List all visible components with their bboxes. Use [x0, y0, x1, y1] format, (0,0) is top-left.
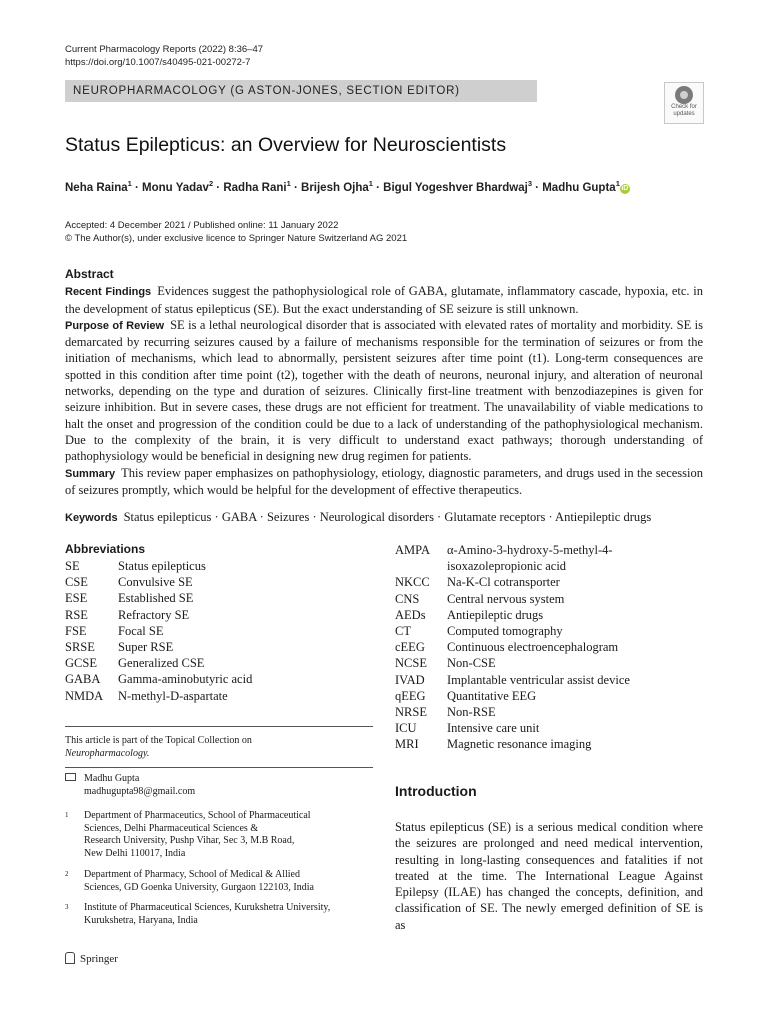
check-updates-line2: updates	[673, 110, 695, 117]
springer-logo-icon	[65, 952, 75, 964]
abbreviation: GCSE	[65, 656, 97, 671]
author-separator: ·	[372, 181, 384, 194]
abbreviations-list-right	[395, 542, 630, 753]
summary-text: This review paper emphasizes on pathophysiology, etiology, diagnostic parameters, and drugs used in the secession of seizures promptly, which would be helpful for the development of effective therapeutics.	[65, 465, 703, 497]
abbreviation-meaning: Status epilepticus	[118, 559, 206, 573]
affiliation-line: Department of Pharmacy, School of Medical & Allied	[84, 869, 300, 880]
author-affiliation: 3	[527, 179, 532, 188]
abbreviation-row	[395, 542, 630, 558]
affiliation-1	[65, 810, 311, 861]
abbreviation-row	[395, 574, 630, 590]
publisher-footer	[65, 952, 118, 965]
accepted-date: Accepted: 4 December 2021	[65, 220, 186, 231]
keywords-label: Keywords	[65, 512, 118, 524]
section-banner	[65, 80, 537, 102]
abbreviation: NMDA	[65, 688, 104, 703]
topical-collection-name[interactable]: Neuropharmacology.	[65, 748, 150, 759]
abbreviation: CSE	[65, 575, 88, 590]
published-date: Published online: 11 January 2022	[193, 220, 339, 231]
abbreviations-list-left	[65, 558, 252, 704]
check-for-updates-badge[interactable]	[664, 82, 704, 124]
abbreviation: CNS	[395, 591, 420, 606]
abbreviation: RSE	[65, 607, 88, 622]
affiliation-number: 1	[65, 811, 69, 819]
abbreviation: ESE	[65, 591, 88, 606]
abbreviation-row	[65, 607, 252, 623]
introduction-paragraph: Status epilepticus (SE) is a serious medical condition where the seizures are prolonged and need medical intervention, resulting in long-lasting consequences and fatalities if not treated at the time. The International League Against Epilepsy (ILAE) has changed the concepts, definition, and classification of SE. The newly emerged definition of SE is as	[395, 820, 703, 932]
affiliation-line: Kurukshetra, Haryana, India	[84, 914, 198, 926]
section-label: NEUROPHARMACOLOGY (G ASTON-JONES, SECTION EDITOR)	[73, 85, 460, 97]
abbreviation-meaning: Non-RSE	[447, 705, 496, 720]
abstract-heading: Abstract	[65, 267, 114, 281]
abstract-section	[65, 266, 703, 498]
abbreviation-meaning: Established SE	[118, 591, 194, 606]
abbreviation-row	[395, 623, 630, 639]
abbreviation-meaning: Focal SE	[118, 623, 164, 638]
affiliation-3	[65, 902, 330, 927]
corresponding-name: Madhu Gupta	[84, 773, 140, 784]
abbreviation: MRI	[395, 737, 419, 752]
abbreviation-row	[65, 639, 252, 655]
author-name[interactable]: Radha Rani	[223, 181, 287, 194]
abbreviation: NRSE	[395, 705, 427, 720]
check-updates-icon	[675, 86, 693, 104]
affiliation-number: 3	[65, 903, 69, 911]
abbreviation-meaning: Intensive care unit	[447, 721, 540, 736]
introduction-body	[395, 819, 703, 933]
abbreviation: NKCC	[395, 575, 430, 590]
author-separator: ·	[213, 181, 224, 194]
author-separator: ·	[131, 181, 143, 194]
abbreviation-meaning: Refractory SE	[118, 607, 190, 622]
abbreviation: NCSE	[395, 656, 427, 671]
author-affiliation: 1	[368, 179, 373, 188]
abbreviation: ICU	[395, 721, 417, 736]
abbreviation: AEDs	[395, 607, 426, 622]
abbreviation-row	[65, 671, 252, 687]
abbreviation-row	[395, 688, 630, 704]
abbreviation: qEEG	[395, 688, 426, 703]
check-updates-line1: Check for	[671, 104, 697, 110]
author-separator: ·	[290, 181, 302, 194]
introduction-heading: Introduction	[395, 783, 477, 799]
abbreviation: FSE	[65, 623, 87, 638]
abbreviation-meaning: isoxazolepropionic acid	[447, 559, 567, 574]
abbreviation-meaning: Super RSE	[118, 640, 174, 655]
affiliation-line: Department of Pharmaceutics, School of Pharmaceutical	[84, 810, 311, 821]
abbreviation-meaning: α-Amino-3-hydroxy-5-methyl-4-	[447, 543, 613, 557]
abbreviation-row	[395, 639, 630, 655]
publisher-name: Springer	[80, 953, 118, 965]
abbreviation-row	[65, 574, 252, 590]
author-affiliation: 1	[127, 179, 132, 188]
author-affiliation: 1	[286, 179, 291, 188]
purpose-label: Purpose of Review	[65, 319, 165, 332]
topical-collection-note	[65, 734, 252, 760]
abbreviation-meaning: Quantitative EEG	[447, 688, 537, 703]
author-name[interactable]: Neha Raina	[65, 181, 128, 194]
affiliation-line: New Delhi 110017, India	[84, 848, 186, 860]
affiliation-2	[65, 869, 314, 894]
author-name[interactable]: Madhu Gupta	[542, 181, 616, 194]
abbreviation-row	[65, 590, 252, 606]
abstract-purpose	[65, 317, 703, 465]
corresponding-author	[65, 772, 195, 798]
abbreviation: CT	[395, 624, 411, 639]
abbreviation: SRSE	[65, 640, 95, 655]
abbreviation-row	[395, 655, 630, 671]
abbreviation-row	[65, 558, 252, 574]
abbreviation-row	[65, 688, 252, 704]
author-name[interactable]: Brijesh Ojha	[301, 181, 369, 194]
abbreviation-meaning: Gamma-aminobutyric acid	[118, 672, 253, 687]
author-name[interactable]: Monu Yadav	[142, 181, 209, 194]
summary-label: Summary	[65, 467, 116, 480]
abbreviation: GABA	[65, 672, 101, 687]
abbreviation	[395, 558, 447, 574]
keywords-text: Status epilepticus · GABA · Seizures · Neurological disorders · Glutamate receptors · Antiepileptic drugs	[123, 510, 652, 524]
abbreviation-meaning: Computed tomography	[447, 624, 563, 639]
abbreviation-meaning: Implantable ventricular assist device	[447, 672, 630, 687]
article-dates	[65, 219, 407, 245]
affiliation-number: 2	[65, 870, 69, 878]
abbreviation-row	[395, 591, 630, 607]
abbreviation-row	[395, 558, 630, 574]
abbreviation: IVAD	[395, 672, 425, 687]
abbreviation-meaning: Non-CSE	[447, 656, 496, 671]
abbreviation-meaning: Magnetic resonance imaging	[447, 737, 592, 752]
author-affiliation: 1	[615, 179, 620, 188]
abbreviation-meaning: Continuous electroencephalogram	[447, 640, 619, 655]
keywords-line	[65, 510, 725, 525]
affiliation-line: Institute of Pharmaceutical Sciences, Kurukshetra University,	[84, 902, 331, 913]
abbreviation-row	[65, 655, 252, 671]
article-title: Status Epilepticus: an Overview for Neuroscientists	[65, 134, 507, 156]
topical-line: This article is part of the Topical Collection on	[65, 735, 252, 746]
orcid-icon[interactable]: iD	[621, 184, 629, 192]
abbreviation-meaning: Convulsive SE	[118, 575, 193, 590]
abbreviation-row	[395, 720, 630, 736]
journal-header	[65, 43, 263, 69]
affiliation-line: Sciences, GD Goenka University, Gurgaon 122103, India	[84, 881, 314, 893]
abbreviations-heading: Abbreviations	[65, 542, 146, 556]
footnote-divider	[65, 767, 373, 768]
recent-findings-label: Recent Findings	[65, 286, 152, 299]
date-separator: /	[185, 220, 194, 231]
abstract-summary	[65, 465, 703, 499]
recent-findings-text: Evidences suggest the pathophysiological role of GABA, glutamate, inflammatory cascade, hypoxia, etc. in the development of status epilepticus (SE). But the exact understanding of SE seizure is still unknown.	[65, 284, 703, 316]
affiliation-line: Research University, Pushp Vihar, Sec 3, M.B Road,	[84, 835, 295, 847]
abbreviation-meaning: Antiepileptic drugs	[447, 607, 544, 622]
doi-link[interactable]: https://doi.org/10.1007/s40495-021-00272-7	[65, 57, 251, 68]
author-list	[65, 179, 630, 194]
abbreviation-row	[65, 623, 252, 639]
author-affiliation: 2	[208, 179, 214, 188]
abbreviation-meaning: N-methyl-D-aspartate	[118, 688, 228, 703]
abbreviation: AMPA	[395, 543, 430, 557]
footnote-divider	[65, 726, 373, 727]
abbreviation-meaning: Generalized CSE	[118, 656, 205, 671]
copyright-line: © The Author(s), under exclusive licence to Springer Nature Switzerland AG 2021	[65, 233, 408, 244]
abbreviation-row	[395, 736, 630, 752]
abbreviation: cEEG	[395, 640, 425, 655]
envelope-icon	[65, 773, 76, 781]
abbreviation-row	[395, 672, 630, 688]
abbreviation-row	[395, 704, 630, 720]
abbreviation-row	[395, 607, 630, 623]
abbreviation: SE	[65, 559, 80, 573]
abbreviation-meaning: Na-K-Cl cotransporter	[447, 575, 560, 590]
author-name[interactable]: Bigul Yogeshver Bhardwaj	[383, 181, 528, 194]
purpose-text: SE is a lethal neurological disorder that is associated with elevated rates of mortality and morbidity. SE is demarcated by recurring seizures caused by a failure of mechanisms responsible for the termination of seizures or from the initiation of mechanisms, which lead to abnormally, persistent seizures after time point (t1). Long-term consequences are spotted in this condition after time point (t2), together with the death of neurons, neuronal injury, and alteration of neuronal networks, depending on the type and duration of seizures. Clinically first-line treatment with benzodiazepines is given for seizure inhibition. But in severe cases, these drugs are not efficient for treatment. The unavailability of viable medications to halt the onset and progression of the condition could be due to a lack of understanding of the pathophysiological mechanism. Due to the complexity of the brain, it is very difficult to understand exact pathways; thorough understanding of pathophysiology would be beneficial in designing new drug regimen for patients.	[65, 317, 703, 464]
corresponding-email[interactable]: madhugupta98@gmail.com	[84, 786, 196, 797]
author-separator: ·	[531, 181, 543, 194]
abstract-recent-findings	[65, 283, 703, 317]
affiliation-line: Sciences, Delhi Pharmaceutical Sciences &	[84, 822, 259, 834]
journal-citation: Current Pharmacology Reports (2022) 8:36–47	[65, 44, 264, 55]
abbreviation-meaning: Central nervous system	[447, 591, 565, 606]
